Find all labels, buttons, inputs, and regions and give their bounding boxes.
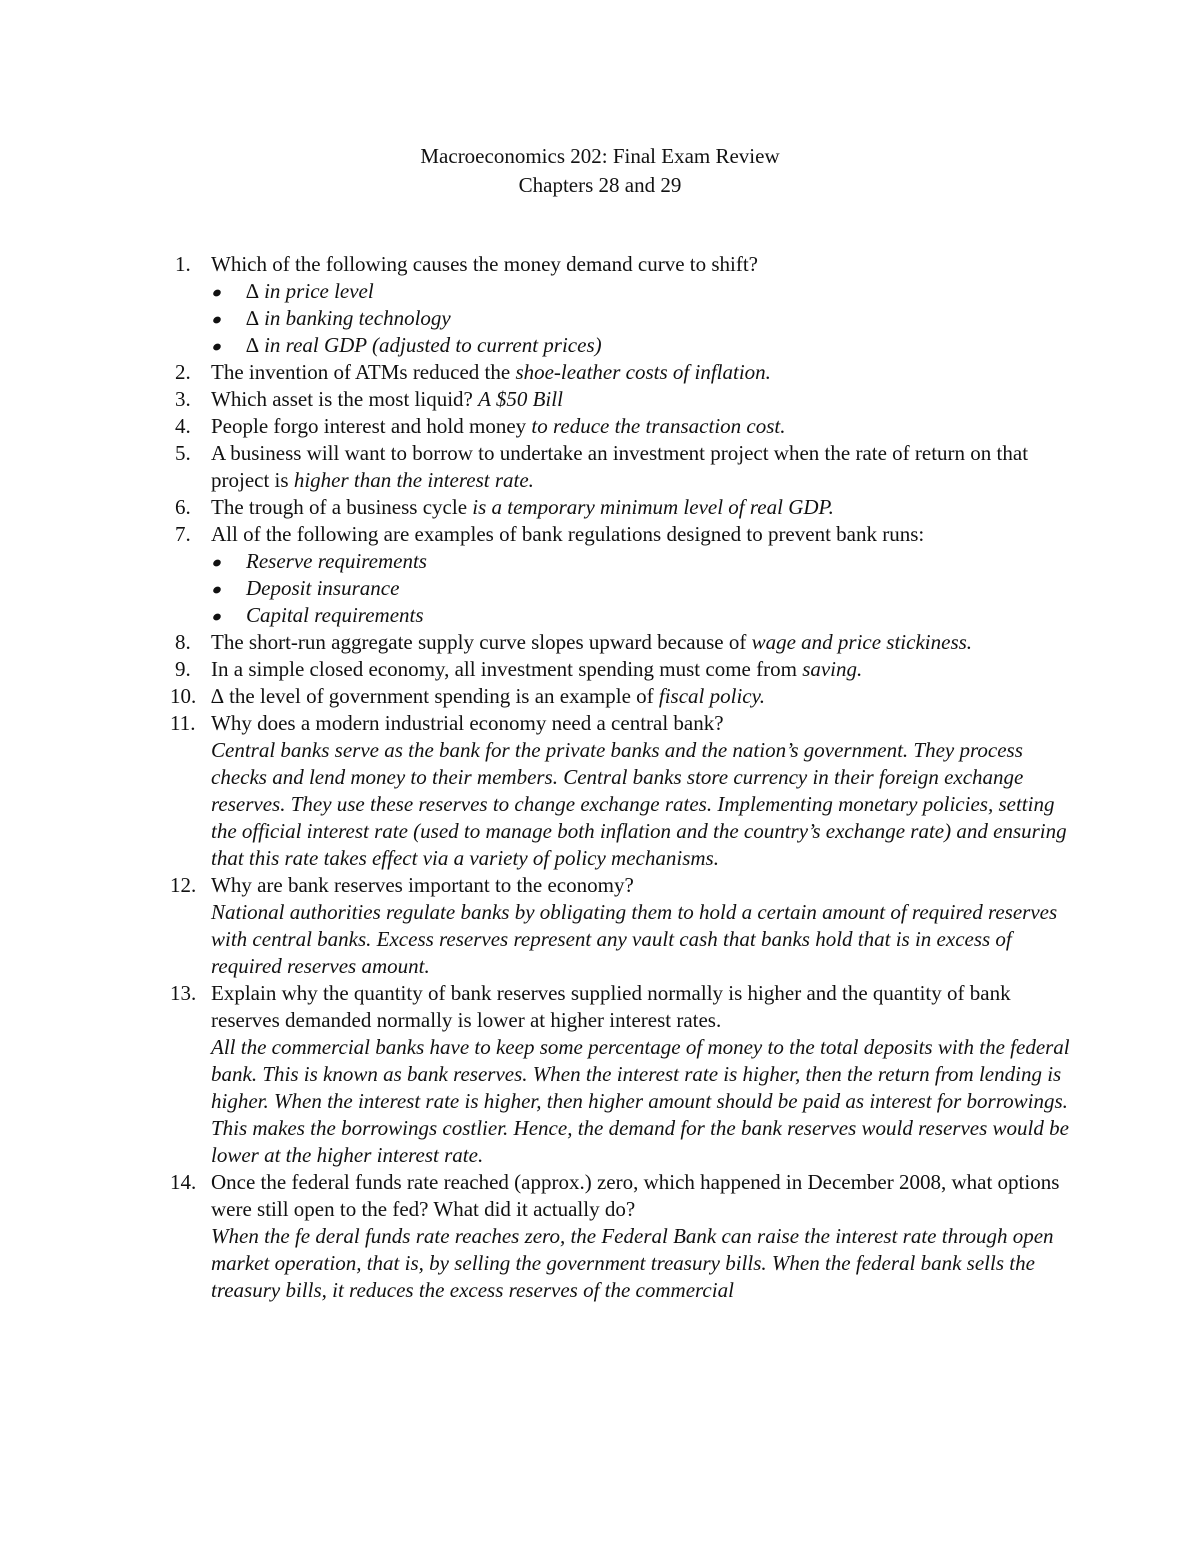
question-number: 10.	[170, 684, 197, 708]
bullet-icon	[212, 612, 222, 622]
answer-text: shoe-leather costs of inflation.	[515, 360, 771, 384]
answer-text: saving.	[802, 657, 863, 681]
answer-text: Central banks serve as the bank for the private banks and the nation’s government. They process checks and lend money to their members. Central banks store currency in their foreign exchange reserves. They use these reserves to change exchange rates. Implementing monetary policies, setting the official interest rate (used to manage both inflation and the country’s exchange rate) and ensuring that this rate takes effect via a variety of policy mechanisms.	[211, 738, 1067, 870]
question-text: Why does a modern industrial economy need a central bank?	[211, 711, 724, 735]
question-text: Which of the following causes the money demand curve to shift?	[211, 252, 759, 276]
question-text: Once the federal funds rate reached (approx.) zero, which happened in December 2008, what options were still open to the fed? What did it actually do?	[211, 1170, 1060, 1221]
question-text: ∆ the level of government spending is an example of	[211, 684, 659, 708]
question-10	[170, 683, 1070, 710]
bullet-list	[211, 548, 1070, 629]
document-header	[0, 142, 1200, 200]
question-4	[170, 413, 1070, 440]
bullet-icon	[212, 342, 222, 352]
question-text: Explain why the quantity of bank reserves supplied normally is higher and the quantity of bank reserves demanded normally is lower at higher interest rates.	[211, 981, 1011, 1032]
question-number: 4.	[175, 414, 191, 438]
question-number: 6.	[175, 495, 191, 519]
question-text: In a simple closed economy, all investment spending must come from	[211, 657, 803, 681]
list-item: Deposit insurance	[211, 575, 1070, 602]
answer-text: wage and price stickiness.	[751, 630, 973, 654]
answer-text: is a temporary minimum level of real GDP.	[472, 495, 834, 519]
answer-text: When the fe deral funds rate reaches zero, the Federal Bank can raise the interest rate through open market operation, that is, by selling the government treasury bills. When the federal bank sells the treasury bills, it reduces the excess reserves of the commercial	[211, 1224, 1054, 1302]
question-14	[170, 1169, 1070, 1304]
question-text: Which asset is the most liquid?	[211, 387, 479, 411]
bullet-icon	[212, 585, 222, 595]
question-text: All of the following are examples of bank regulations designed to prevent bank runs:	[211, 522, 925, 546]
question-text: Why are bank reserves important to the economy?	[211, 873, 634, 897]
question-1	[170, 251, 1070, 359]
question-6	[170, 494, 1070, 521]
question-number: 5.	[175, 441, 191, 465]
question-number: 8.	[175, 630, 191, 654]
answer-text: to reduce the transaction cost.	[531, 414, 786, 438]
list-item: ∆ in price level	[211, 278, 1070, 305]
question-number: 14.	[170, 1170, 197, 1194]
question-13	[170, 980, 1070, 1169]
question-number: 1.	[175, 252, 191, 276]
question-number: 2.	[175, 360, 191, 384]
bullet-list	[211, 278, 1070, 359]
question-2	[170, 359, 1070, 386]
question-text: A business will want to borrow to undertake an investment project when the rate of return on that project is	[211, 441, 1029, 492]
question-9	[170, 656, 1070, 683]
question-3	[170, 386, 1070, 413]
document-subtitle: Chapters 28 and 29	[518, 173, 682, 197]
answer-text: All the commercial banks have to keep some percentage of money to the total deposits with the federal bank. This is known as bank reserves. When the interest rate is higher, then the return from lending is higher. When the interest rate is higher, then higher amount should be paid as interest for borrowings. This makes the borrowings costlier. Hence, the demand for the bank reserves would reserves would be lower at the higher interest rate.	[211, 1035, 1070, 1167]
answer-text: A $50 Bill	[478, 387, 563, 411]
question-list	[170, 251, 1070, 1304]
bullet-icon	[212, 288, 222, 298]
question-text: People forgo interest and hold money	[211, 414, 532, 438]
answer-text: fiscal policy.	[658, 684, 766, 708]
question-number: 13.	[170, 981, 197, 1005]
question-number: 12.	[170, 873, 197, 897]
list-item: ∆ in banking technology	[211, 305, 1070, 332]
answer-text: National authorities regulate banks by obligating them to hold a certain amount of required reserves with central banks. Excess reserves represent any vault cash that banks hold that is in excess of required reserves amount.	[211, 900, 1058, 978]
document-title: Macroeconomics 202: Final Exam Review	[420, 144, 780, 168]
question-7	[170, 521, 1070, 629]
question-text: The invention of ATMs reduced the	[211, 360, 516, 384]
answer-text: higher than the interest rate.	[293, 468, 534, 492]
question-number: 11.	[170, 711, 196, 735]
question-5	[170, 440, 1070, 494]
list-item: ∆ in real GDP (adjusted to current prices)	[211, 332, 1070, 359]
question-number: 7.	[175, 522, 191, 546]
question-text: The short-run aggregate supply curve slopes upward because of	[211, 630, 752, 654]
question-number: 9.	[175, 657, 191, 681]
question-8	[170, 629, 1070, 656]
bullet-icon	[212, 558, 222, 568]
question-text: The trough of a business cycle	[211, 495, 473, 519]
list-item: Capital requirements	[211, 602, 1070, 629]
bullet-icon	[212, 315, 222, 325]
list-item: Reserve requirements	[211, 548, 1070, 575]
question-12	[170, 872, 1070, 980]
question-number: 3.	[175, 387, 191, 411]
question-11	[170, 710, 1070, 872]
